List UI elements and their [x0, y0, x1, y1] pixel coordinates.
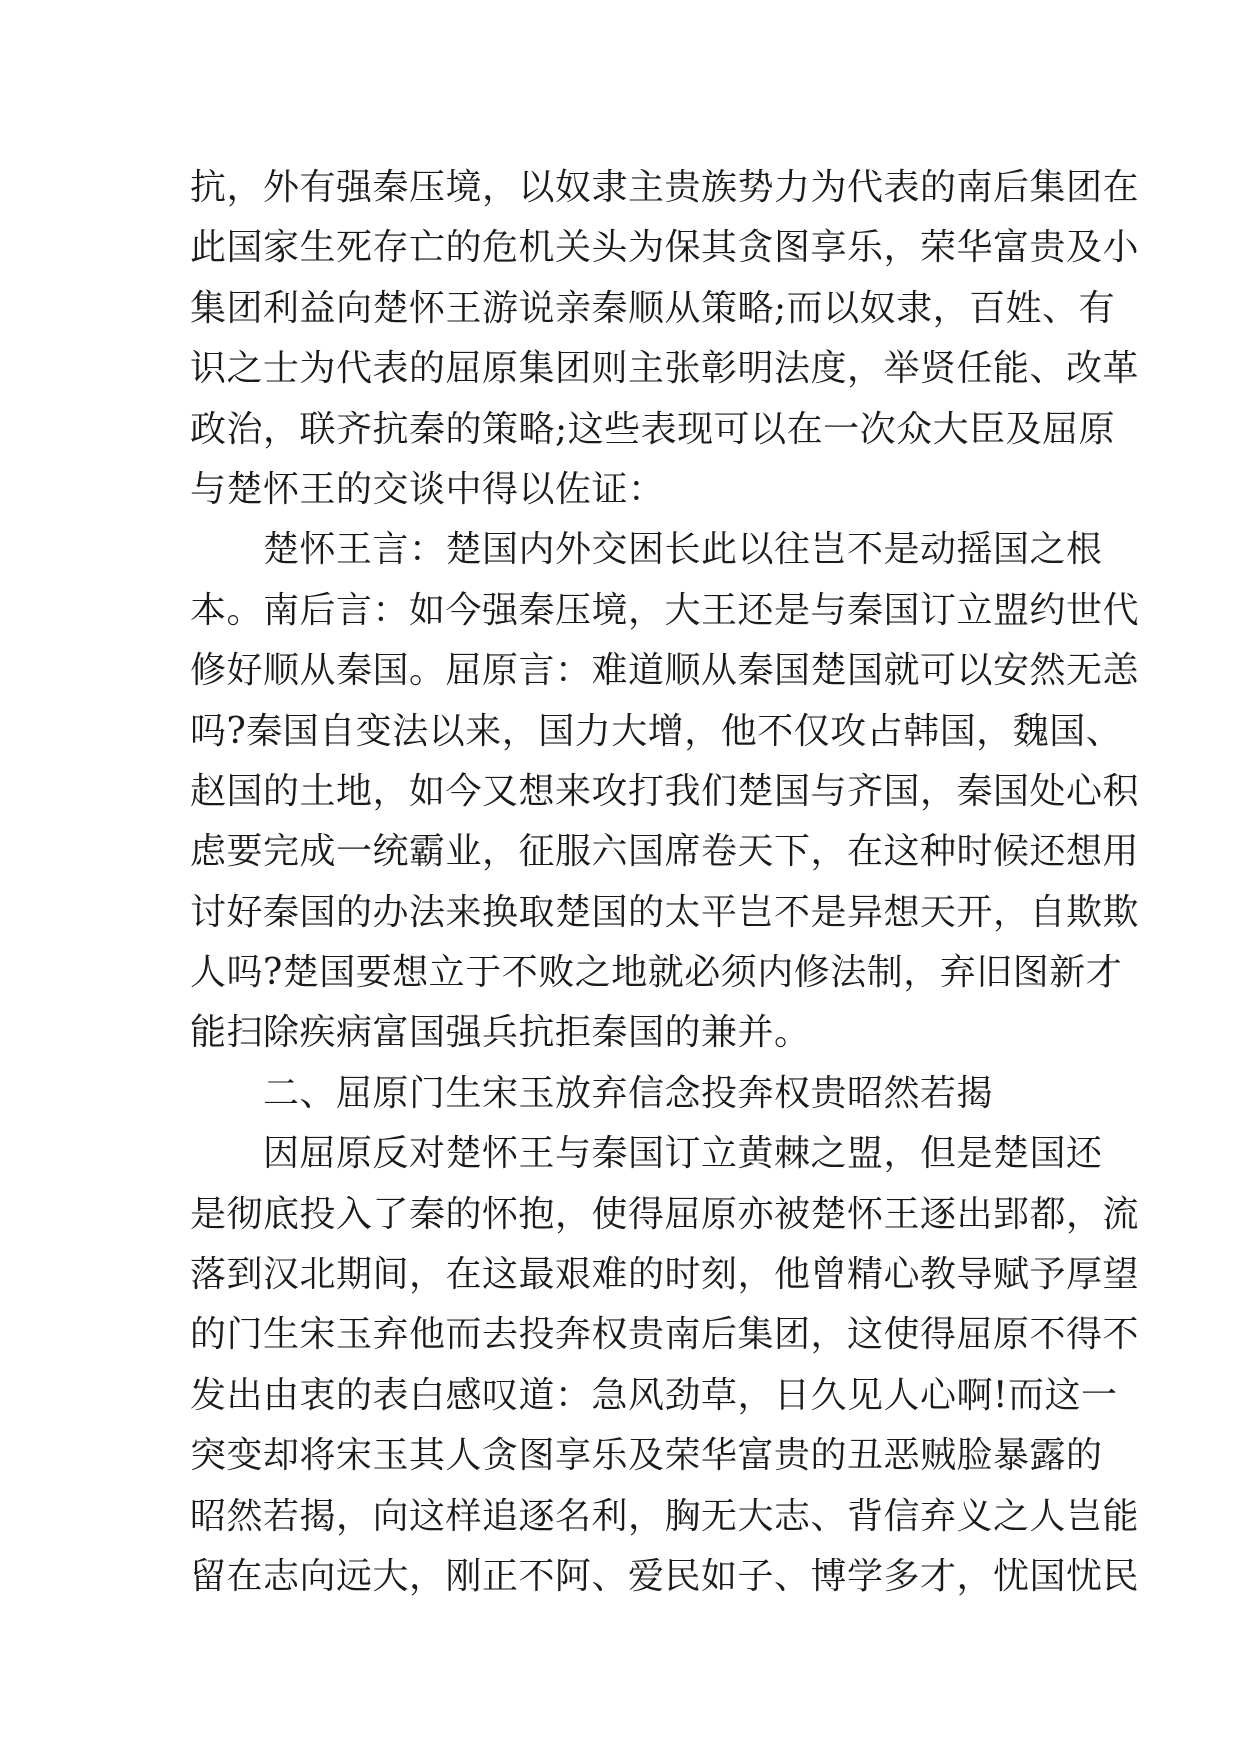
- text-line: 突变却将宋玉其人贪图享乐及荣华富贵的丑恶贼脸暴露的: [190, 1435, 1103, 1477]
- text-line: 发出由衷的表白感叹道：急风劲草，日久见人心啊!而这一: [190, 1374, 1118, 1416]
- text-line: 留在志向远大，刚正不阿、爱民如子、博学多才，忧国忧民: [190, 1555, 1140, 1597]
- text-line: 识之士为代表的屈原集团则主张彰明法度，举贤任能、改革: [190, 348, 1140, 390]
- text-line: 昭然若揭，向这样追逐名利，胸无大志、背信弃义之人岂能: [190, 1495, 1140, 1537]
- text-line: 能扫除疾病富国强兵抗拒秦国的兼并。: [190, 1012, 811, 1054]
- text-line: 本。南后言：如今强秦压境，大王还是与秦国订立盟约世代: [190, 589, 1140, 631]
- text-line: 与楚怀王的交谈中得以佐证：: [190, 468, 665, 510]
- text-line: 吗?秦国自变法以来，国力大增，他不仅攻占韩国，魏国、: [190, 710, 1123, 752]
- text-line: 是彻底投入了秦的怀抱，使得屈原亦被楚怀王逐出郢都，流: [190, 1193, 1140, 1235]
- text-line: 抗，外有强秦压境，以奴隶主贵族势力为代表的南后集团在: [190, 167, 1140, 208]
- text-line: 楚怀王言：楚国内外交困长此以往岂不是动摇国之根: [190, 529, 1103, 571]
- text-line: 落到汉北期间，在这最艰难的时刻，他曾精心教导赋予厚望: [190, 1254, 1140, 1296]
- text-line: 集团利益向楚怀王游说亲秦顺从策略;而以奴隶，百姓、有: [190, 287, 1116, 329]
- text-line: 因屈原反对楚怀王与秦国订立黄棘之盟，但是楚国还: [190, 1133, 1103, 1175]
- text-line: 政治，联齐抗秦的策略;这些表现可以在一次众大臣及屈原: [190, 408, 1116, 450]
- text-line: 虑要完成一统霸业，征服六国席卷天下，在这种时候还想用: [190, 831, 1140, 873]
- body-text: [190, 158, 1140, 1607]
- text-line: 此国家生死存亡的危机关头为保其贪图享乐，荣华富贵及小: [190, 227, 1140, 269]
- text-line: 人吗?楚国要想立于不败之地就必须内修法制，弃旧图新才: [190, 952, 1123, 994]
- text-line: 的门生宋玉弃他而去投奔权贵南后集团，这使得屈原不得不: [190, 1314, 1140, 1356]
- text-line: 讨好秦国的办法来换取楚国的太平岂不是异想天开，自欺欺: [190, 891, 1140, 933]
- text-line: 修好顺从秦国。屈原言：难道顺从秦国楚国就可以安然无恙: [190, 650, 1140, 692]
- text-line: 赵国的土地，如今又想来攻打我们楚国与齐国，秦国处心积: [190, 770, 1140, 812]
- section-heading: 二、屈原门生宋玉放弃信念投奔权贵昭然若揭: [190, 1072, 994, 1114]
